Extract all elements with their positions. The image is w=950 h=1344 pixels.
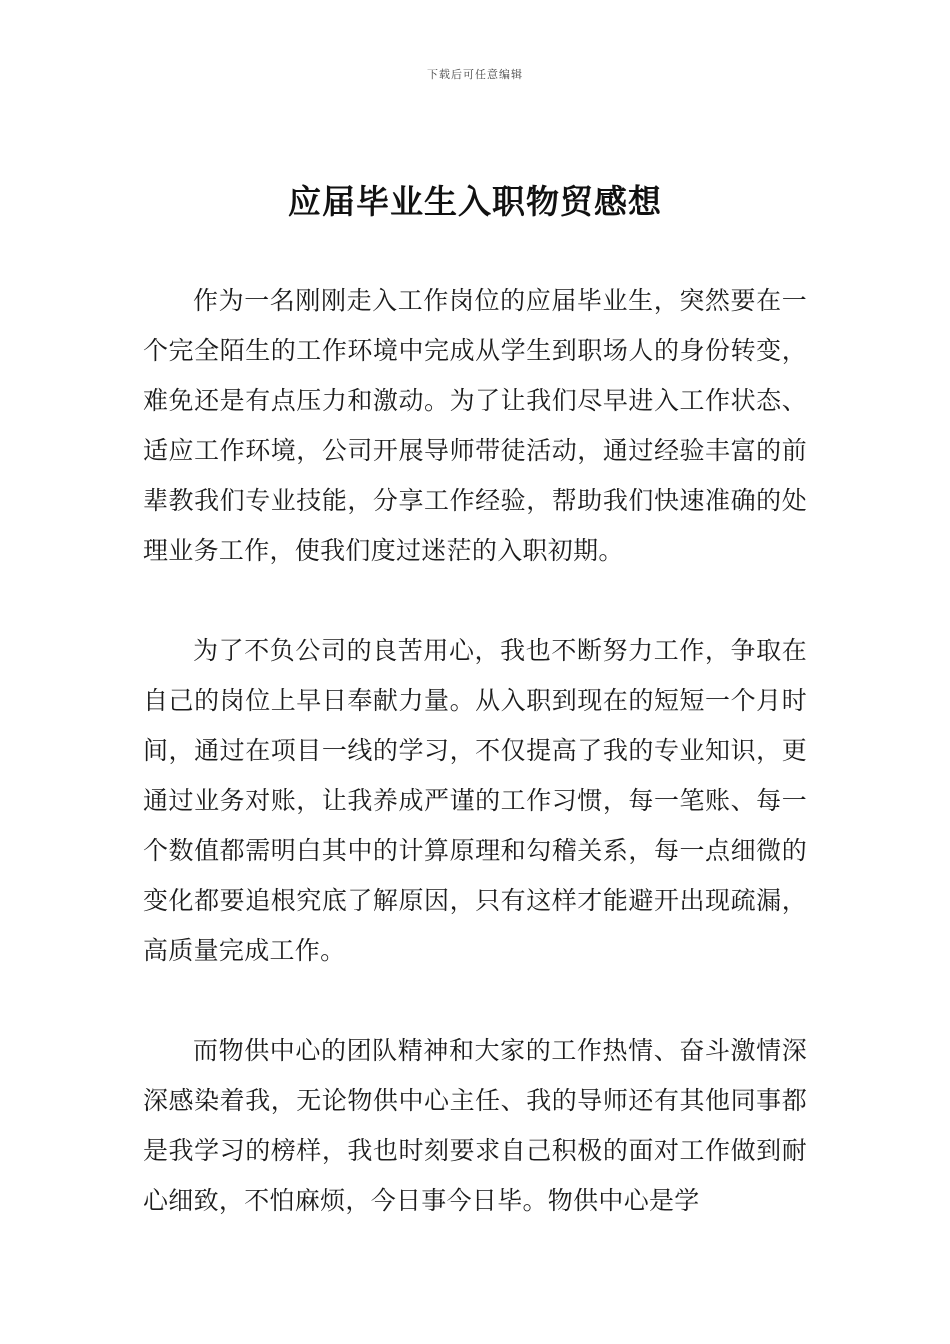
document-title: 应届毕业生入职物贸感想 — [288, 182, 662, 221]
paragraph-1: 作为一名刚刚走入工作岗位的应届毕业生，突然要在一个完全陌生的工作环境中完成从学生到职场人的身份转变，难免还是有点压力和激动。为了让我们尽早进入工作状态、适应工作环境，公司开展导师带徒活动，通过经验丰富的前辈教我们专业技能，分享工作经验，帮助我们快速准确的处理业务工作，使我们度过迷茫的入职初期。 — [143, 286, 807, 565]
header-note: 下载后可任意编辑 — [427, 68, 523, 81]
document-body — [143, 276, 807, 1276]
paragraph-2: 为了不负公司的良苦用心，我也不断努力工作，争取在自己的岗位上早日奉献力量。从入职到现在的短短一个月时间，通过在项目一线的学习，不仅提高了我的专业知识，更通过业务对账，让我养成严谨的工作习惯，每一笔账、每一个数值都需明白其中的计算原理和勾稽关系，每一点细微的变化都要追根究底了解原因，只有这样才能避开出现疏漏，高质量完成工作。 — [143, 636, 807, 965]
paragraph-3: 而物供中心的团队精神和大家的工作热情、奋斗激情深深感染着我，无论物供中心主任、我的导师还有其他同事都是我学习的榜样，我也时刻要求自己积极的面对工作做到耐心细致，不怕麻烦，今日事今日毕。物供中心是学 — [143, 1036, 807, 1215]
